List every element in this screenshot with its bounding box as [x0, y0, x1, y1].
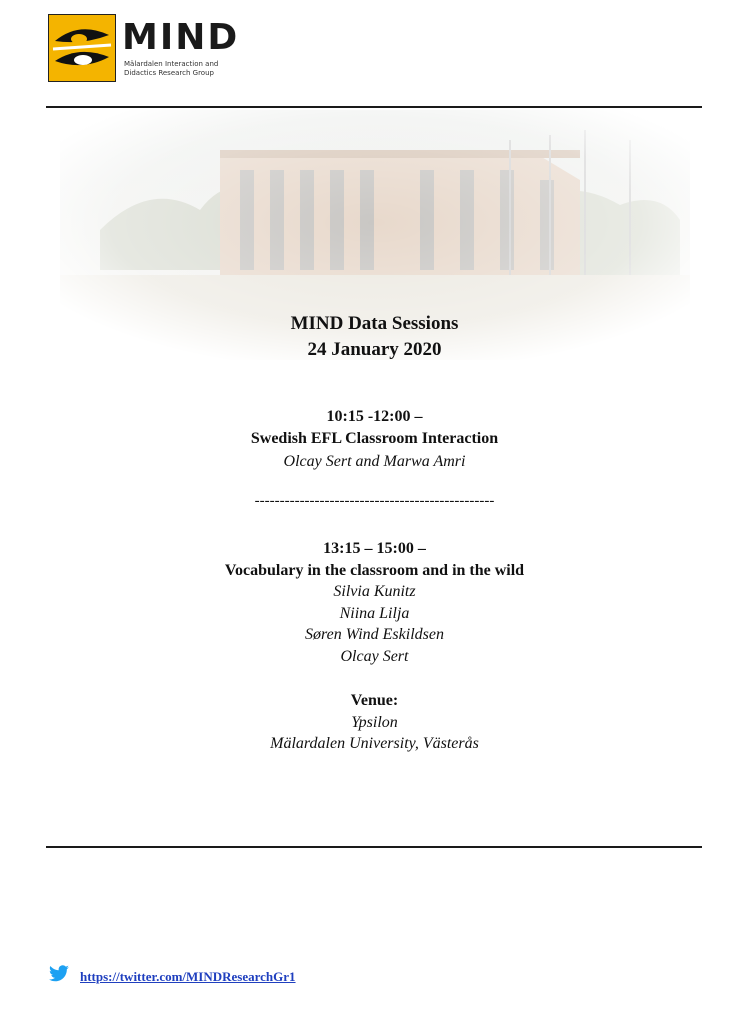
event-date: 24 January 2020: [307, 339, 442, 360]
session2-presenter: Søren Wind Eskildsen: [305, 626, 444, 643]
twitter-icon: [48, 965, 70, 988]
session1-time: 10:15 -12:00 –: [326, 408, 423, 425]
event-title: MIND Data Sessions: [290, 313, 459, 334]
footer: [48, 965, 296, 988]
session2-title: Vocabulary in the classroom and in the wild: [224, 562, 525, 579]
bottom-divider: [46, 846, 702, 848]
logo-subtitle: Mälardalen Interaction and Didactics Research Group: [124, 60, 219, 77]
logo-emblem-icon: [48, 14, 116, 82]
venue-label: Venue:: [350, 692, 399, 709]
session1-title: Swedish EFL Classroom Interaction: [250, 430, 499, 447]
top-divider: [46, 106, 702, 108]
session1-presenters: Olcay Sert and Marwa Amri: [283, 453, 466, 470]
mind-logo: [48, 14, 238, 84]
venue-place: Mälardalen University, Västerås: [270, 735, 479, 752]
logo-wordmark: MIND: [122, 17, 240, 58]
session2-presenter: Silvia Kunitz: [333, 583, 416, 600]
session-divider: ------------------------------------------------: [254, 493, 495, 509]
twitter-link[interactable]: https://twitter.com/MINDResearchGr1: [80, 968, 296, 984]
session2-presenter: Olcay Sert: [340, 648, 409, 665]
venue-room: Ypsilon: [351, 714, 398, 731]
session2-presenter: Niina Lilja: [339, 605, 410, 622]
session2-time: 13:15 – 15:00 –: [323, 540, 426, 557]
